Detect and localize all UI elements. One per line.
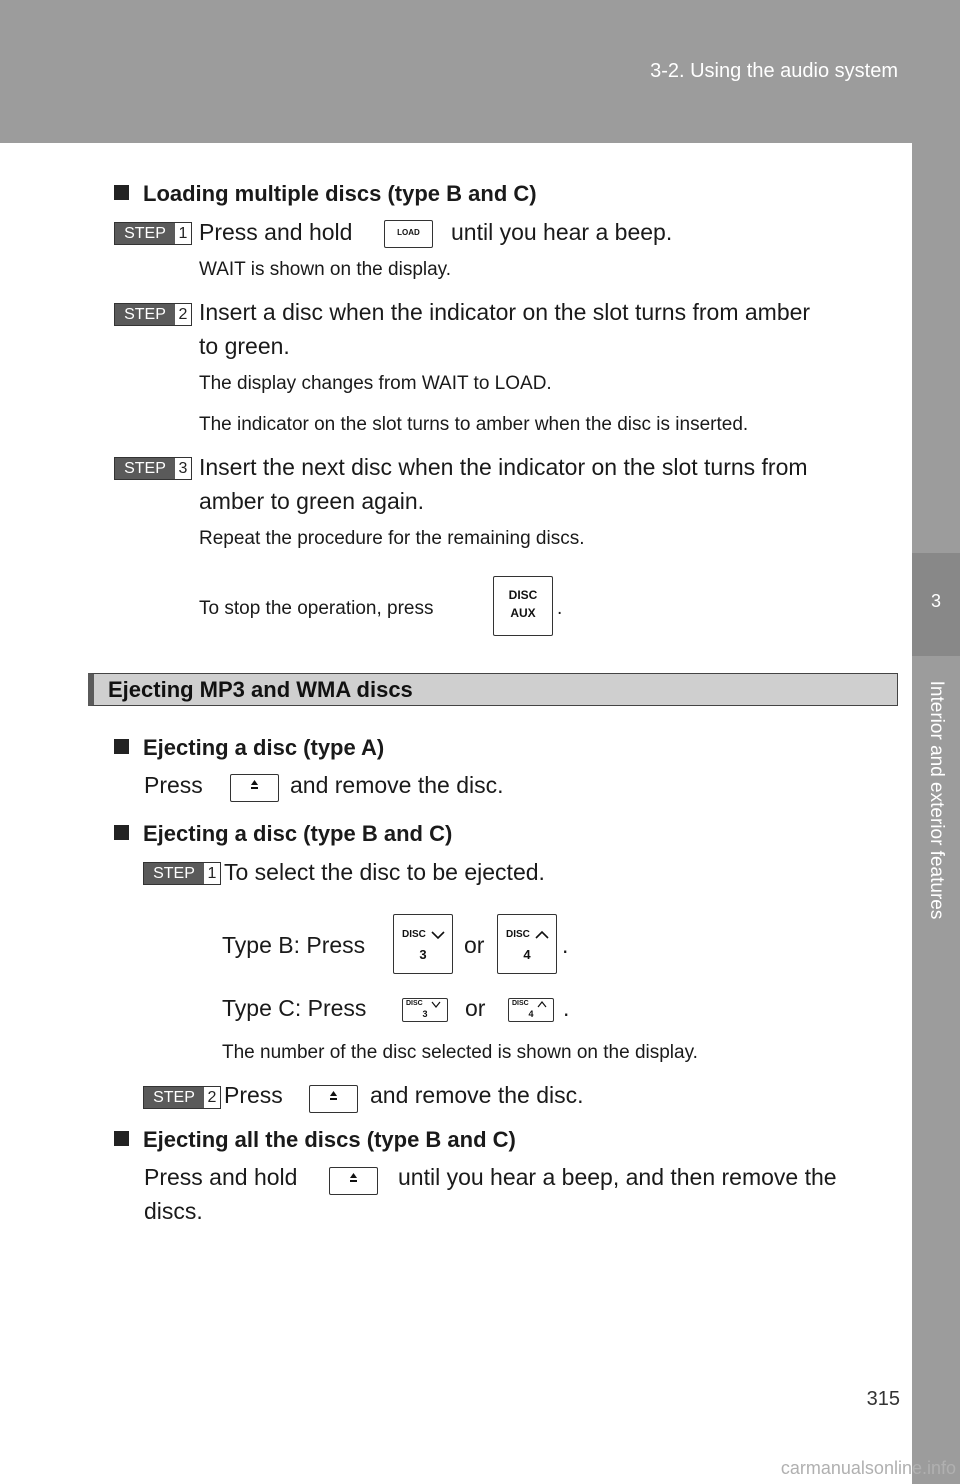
step-badge-eject-1: STEP 1 — [143, 862, 221, 885]
disc-up-button[interactable]: DISC 4 — [497, 914, 557, 974]
chevron-down-icon — [431, 1001, 441, 1008]
eject-step2-before: Press — [224, 1082, 283, 1108]
section-title: Ejecting MP3 and WMA discs — [108, 677, 413, 702]
header-title: 3-2. Using the audio system — [650, 60, 898, 82]
step-badge-2: STEP 2 — [114, 303, 192, 326]
step2-note2: The indicator on the slot turns to amber when the disc is inserted. — [199, 414, 749, 435]
eject-step1-text: To select the disc to be ejected. — [224, 859, 545, 885]
square-bullet-icon — [114, 825, 129, 840]
type-c-text: Type C: Press — [222, 995, 367, 1021]
chevron-up-icon — [535, 930, 549, 940]
stop-text-end: . — [557, 598, 563, 619]
eject-all-before: Press and hold — [144, 1164, 298, 1190]
eject-icon — [310, 1086, 357, 1112]
step1-text-after: until you hear a beep. — [451, 219, 673, 245]
square-bullet-icon — [114, 185, 129, 200]
disc-aux-button[interactable]: DISC AUX — [493, 576, 553, 636]
eject-a-after: and remove the disc. — [290, 772, 504, 798]
watermark-url[interactable]: carmanualsonline.info — [780, 1458, 956, 1478]
step3-note1: Repeat the procedure for the remaining discs. — [199, 528, 585, 549]
type-b-end: . — [562, 932, 569, 958]
chevron-up-icon — [537, 1001, 547, 1008]
eject-step2-after: and remove the disc. — [370, 1082, 584, 1108]
step1-note: WAIT is shown on the display. — [199, 259, 452, 280]
type-b-or: or — [464, 932, 485, 958]
disc-selected-note: The number of the disc selected is shown on the display. — [222, 1042, 698, 1063]
subheading-loading: Loading multiple discs (type B and C) — [114, 181, 537, 207]
type-b-text: Type B: Press — [222, 932, 366, 958]
step3-line2: amber to green again. — [199, 488, 425, 514]
step3-line1: Insert the next disc when the indicator on the slot turns from — [199, 454, 808, 480]
eject-button[interactable] — [230, 774, 279, 802]
chevron-down-icon — [431, 930, 445, 940]
page-number: 315 — [866, 1388, 900, 1410]
step1-text-before: Press and hold — [199, 219, 353, 245]
stop-text: To stop the operation, press — [199, 598, 434, 619]
page-header — [0, 0, 960, 143]
step2-note1: The display changes from WAIT to LOAD. — [199, 373, 552, 394]
eject-all-after: until you hear a beep, and then remove the — [398, 1164, 837, 1190]
step-badge-3: STEP 3 — [114, 457, 192, 480]
type-c-or: or — [465, 995, 486, 1021]
step-badge-1: STEP 1 — [114, 222, 192, 245]
load-button[interactable]: LOAD — [384, 220, 433, 248]
step-badge-eject-2: STEP 2 — [143, 1086, 221, 1109]
step2-line2: to green. — [199, 333, 290, 359]
eject-a-before: Press — [144, 772, 203, 798]
chapter-number: 3 — [912, 553, 960, 656]
disc-down-button[interactable]: DISC 3 — [393, 914, 453, 974]
eject-icon — [330, 1168, 377, 1194]
subheading-eject-all: Ejecting all the discs (type B and C) — [114, 1127, 516, 1153]
step2-line1: Insert a disc when the indicator on the slot turns from amber — [199, 299, 811, 325]
eject-all-line2: discs. — [144, 1198, 203, 1224]
chapter-title: Interior and exterior features — [926, 680, 947, 920]
eject-button[interactable] — [309, 1085, 358, 1113]
subheading-eject-type-a: Ejecting a disc (type A) — [114, 735, 384, 761]
type-c-end: . — [563, 995, 570, 1021]
square-bullet-icon — [114, 1131, 129, 1146]
eject-button[interactable] — [329, 1167, 378, 1195]
disc-down-button-small[interactable]: DISC 3 — [402, 998, 448, 1022]
section-title-bar — [88, 673, 898, 706]
eject-icon — [231, 775, 278, 801]
disc-up-button-small[interactable]: DISC 4 — [508, 998, 554, 1022]
square-bullet-icon — [114, 739, 129, 754]
subheading-eject-type-bc: Ejecting a disc (type B and C) — [114, 821, 452, 847]
